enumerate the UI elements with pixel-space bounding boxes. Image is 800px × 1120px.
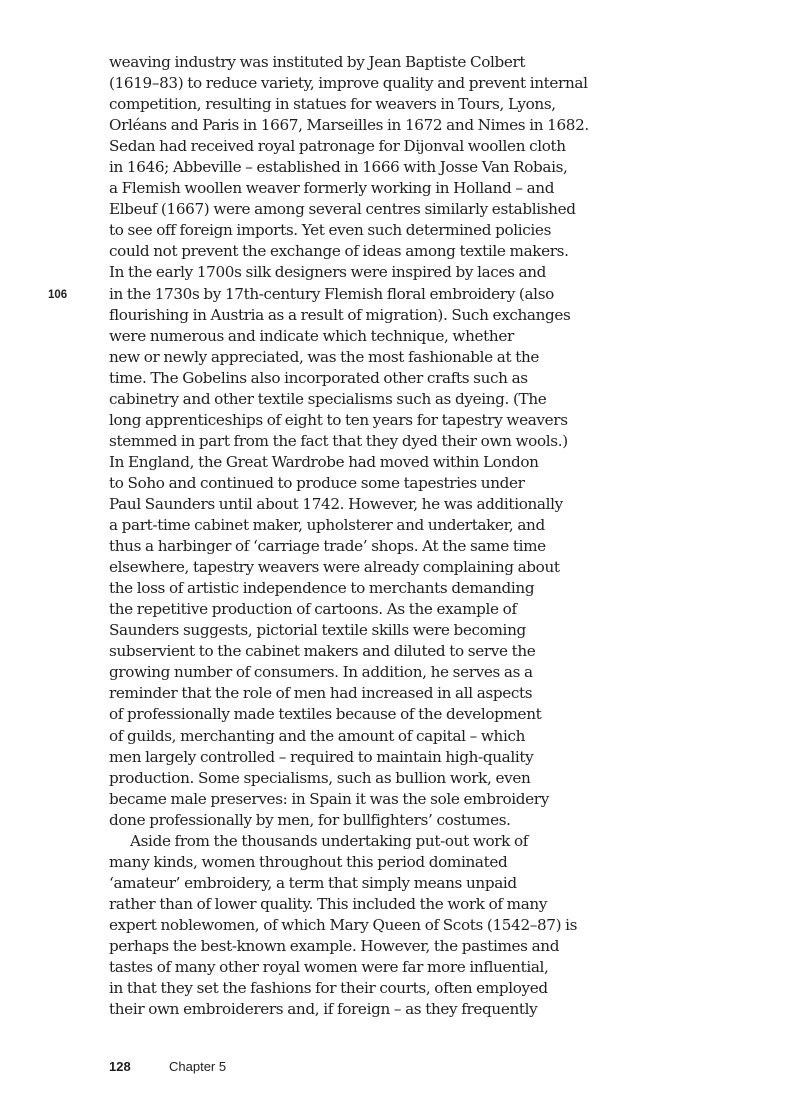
text-line: In England, the Great Wardrobe had moved within London [109,452,539,471]
text-line: Sedan had received royal patronage for Dijonval woollen cloth [109,137,566,156]
text-line: cabinetry and other textile specialisms such as dyeing. (The [109,389,547,408]
text-line: new or newly appreciated, was the most fashionable at the [109,347,540,366]
margin-cross-reference: 106 [48,289,68,301]
text-line: Paul Saunders until about 1742. However, he was additionally [109,494,563,513]
text-line: the repetitive production of cartoons. As the example of [109,600,517,619]
text-line: stemmed in part from the fact that they dyed their own wools.) [109,431,568,450]
text-line: Saunders suggests, pictorial textile skills were becoming [109,621,526,640]
chapter-label: Chapter 5 [169,1059,227,1074]
text-line: in that they set the fashions for their courts, often employed [109,979,548,998]
page-number: 128 [109,1059,131,1074]
text-line: elsewhere, tapestry weavers were already complaining about [109,558,560,577]
text-line: (1619–83) to reduce variety, improve quality and prevent internal [109,74,588,93]
text-line: time. The Gobelins also incorporated other crafts such as [109,368,528,387]
text-line: done professionally by men, for bullfighters’ costumes. [109,810,511,829]
text-line: competition, resulting in statues for weavers in Tours, Lyons, [109,95,556,114]
text-line: the loss of artistic independence to merchants demanding [109,579,535,598]
body-text [109,52,669,1020]
text-line: became male preserves: in Spain it was the sole embroidery [109,789,549,808]
text-line: a part-time cabinet maker, upholsterer and undertaker, and [109,516,545,535]
text-line: expert noblewomen, of which Mary Queen of Scots (1542–87) is [109,915,578,934]
text-line: could not prevent the exchange of ideas among textile makers. [109,242,569,261]
text-line: reminder that the role of men had increased in all aspects [109,684,533,703]
text-line: in the 1730s by 17th-century Flemish floral embroidery (also [109,284,554,303]
text-line: flourishing in Austria as a result of migration). Such exchanges [109,305,571,324]
text-line: weaving industry was instituted by Jean Baptiste Colbert [109,53,526,71]
text-line: in 1646; Abbeville – established in 1666 with Josse Van Robais, [109,158,568,177]
text-line: to see off foreign imports. Yet even such determined policies [109,221,552,240]
text-line: perhaps the best-known example. However, the pastimes and [109,936,560,955]
text-line: subservient to the cabinet makers and diluted to serve the [109,642,536,661]
text-line: their own embroiderers and, if foreign – as they frequently [109,1000,538,1019]
text-line: ‘amateur’ embroidery, a term that simply means unpaid [109,873,517,892]
paragraph-start-line: Aside from the thousands undertaking put-out work of [130,831,529,850]
text-line: of professionally made textiles because of the development [109,705,542,724]
text-line: production. Some specialisms, such as bullion work, even [109,768,531,787]
text-line: Orléans and Paris in 1667, Marseilles in 1672 and Nimes in 1682. [109,116,589,135]
text-line: men largely controlled – required to maintain high-quality [109,747,534,766]
text-line: Elbeuf (1667) were among several centres similarly established [109,200,576,219]
text-line: were numerous and indicate which technique, whether [109,326,514,345]
text-line: long apprenticeships of eight to ten years for tapestry weavers [109,410,568,429]
text-line: to Soho and continued to produce some tapestries under [109,473,525,492]
text-line: a Flemish woollen weaver formerly working in Holland – and [109,179,555,198]
text-line: growing number of consumers. In addition, he serves as a [109,663,533,682]
text-line: thus a harbinger of ‘carriage trade’ shops. At the same time [109,537,546,556]
text-line: tastes of many other royal women were far more influential, [109,958,549,977]
text-line: of guilds, merchanting and the amount of capital – which [109,726,526,745]
text-line: In the early 1700s silk designers were inspired by laces and [109,263,547,282]
text-line: many kinds, women throughout this period dominated [109,852,508,871]
text-line: rather than of lower quality. This included the work of many [109,894,548,913]
